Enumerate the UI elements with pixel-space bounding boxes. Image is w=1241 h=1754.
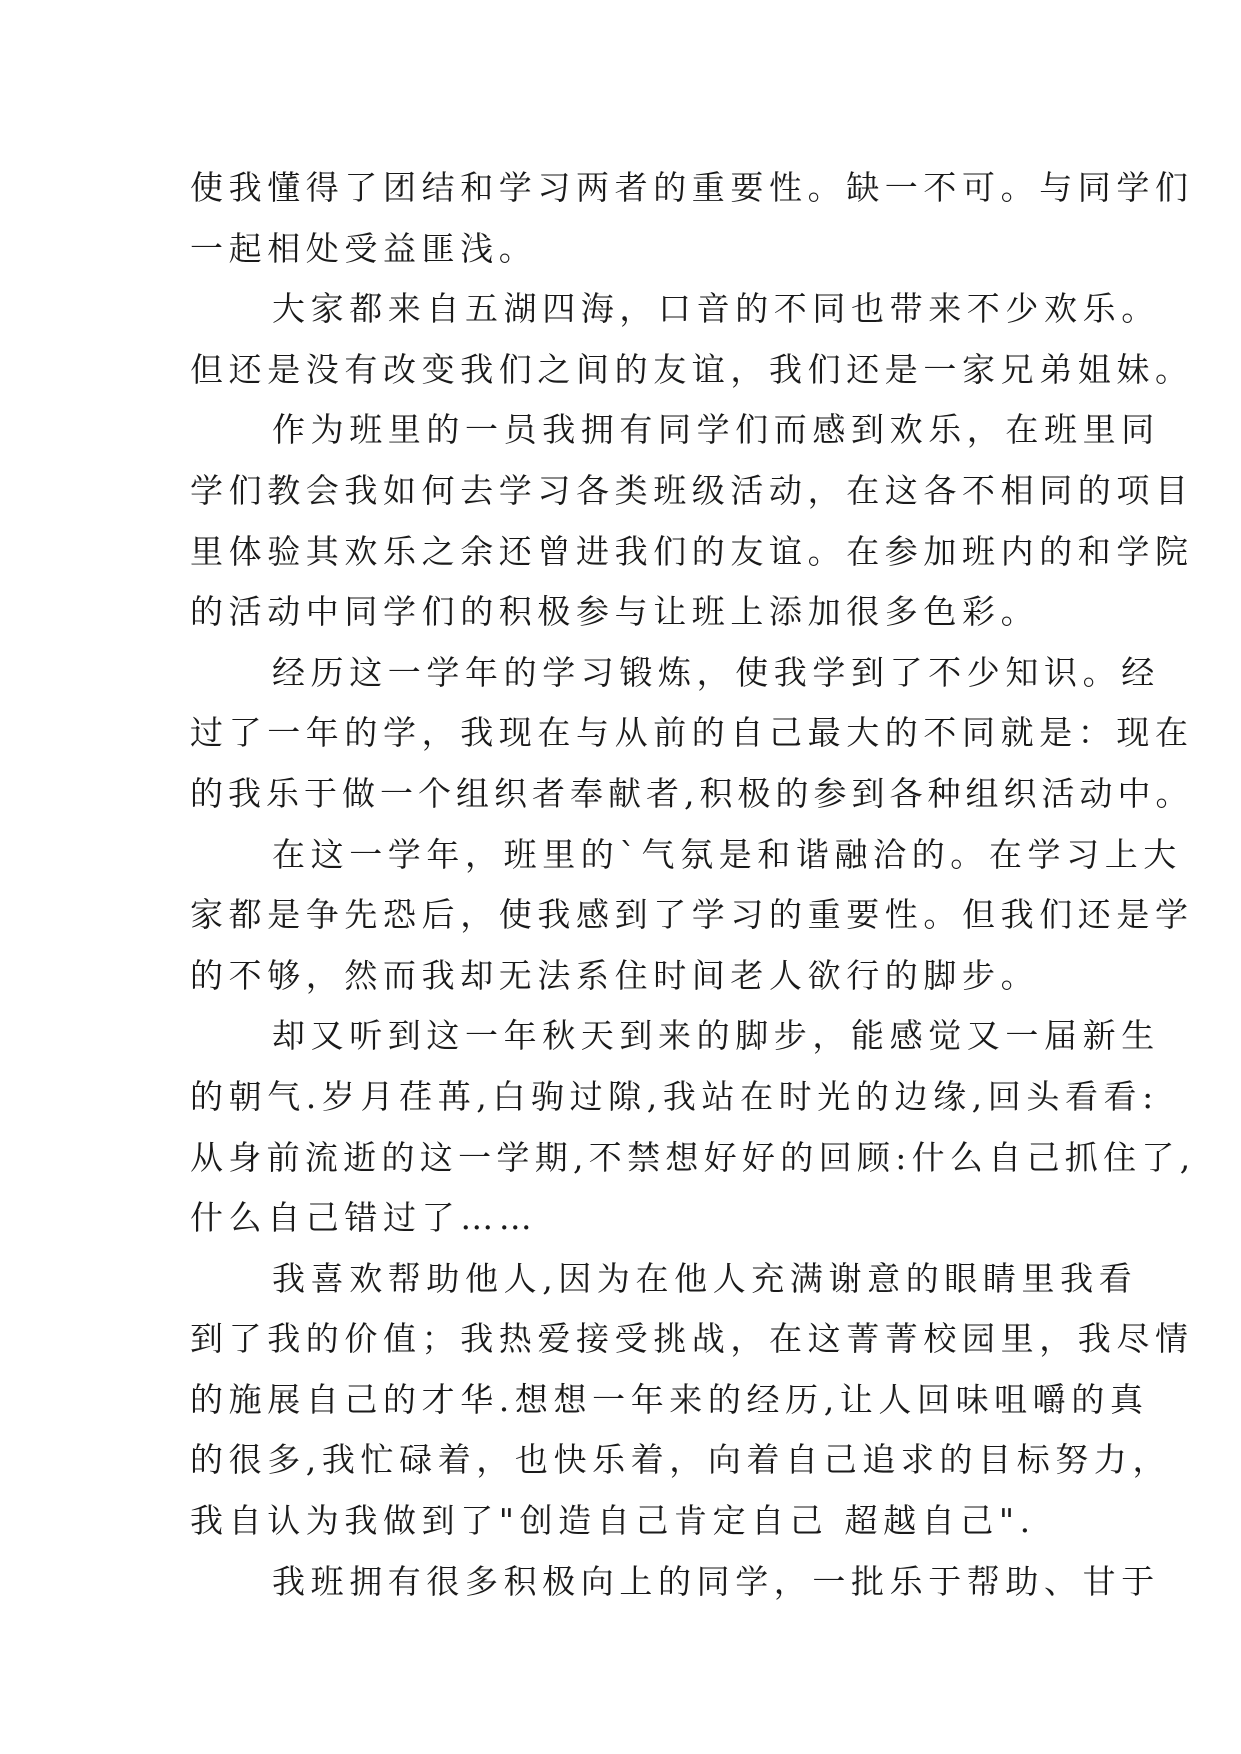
text-line: 我自认为我做到了"创造自己肯定自己 超越自己". xyxy=(190,1501,1036,1541)
paragraph-first-line: 我喜欢帮助他人,因为在他人充满谢意的眼睛里我看 xyxy=(272,1258,1138,1298)
paragraph-first-line: 在这一学年，班里的`气氛是和谐融洽的。在学习上大 xyxy=(272,834,1182,874)
text-line: 家都是争先恐后，使我感到了学习的重要性。但我们还是学 xyxy=(190,895,1194,935)
text-line: 的我乐于做一个组织者奉献者,积极的参到各种组织活动中。 xyxy=(190,773,1194,813)
paragraph-first-line: 经历这一学年的学习锻炼，使我学到了不少知识。经 xyxy=(272,652,1160,692)
text-line: 什么自己错过了…… xyxy=(190,1198,538,1238)
text-line: 使我懂得了团结和学习两者的重要性。缺一不可。与同学们 xyxy=(190,168,1194,207)
paragraph-first-line: 却又听到这一年秋天到来的脚步，能感觉又一届新生 xyxy=(272,1016,1160,1056)
text-line: 到了我的价值；我热爱接受挑战，在这菁菁校园里，我尽情 xyxy=(190,1319,1194,1359)
text-line: 的不够，然而我却无法系住时间老人欲行的脚步。 xyxy=(190,955,1040,995)
text-line: 的活动中同学们的积极参与让班上添加很多色彩。 xyxy=(190,592,1040,632)
paragraph-first-line: 作为班里的一员我拥有同学们而感到欢乐，在班里同 xyxy=(272,410,1160,450)
paragraph-first-line: 我班拥有很多积极向上的同学，一批乐于帮助、甘于 xyxy=(272,1561,1160,1601)
text-line: 一起相处受益匪浅。 xyxy=(190,228,538,268)
text-line: 的朝气.岁月荏苒,白驹过隙,我站在时光的边缘,回头看看: xyxy=(190,1076,1159,1116)
paragraph-first-line: 大家都来自五湖四海，口音的不同也带来不少欢乐。 xyxy=(272,289,1160,329)
text-line: 过了一年的学，我现在与从前的自己最大的不同就是：现在 xyxy=(190,713,1194,753)
text-line: 从身前流逝的这一学期,不禁想好好的回顾:什么自己抓住了, xyxy=(190,1137,1196,1177)
text-line: 但还是没有改变我们之间的友谊，我们还是一家兄弟姐妹。 xyxy=(190,349,1194,389)
text-line: 里体验其欢乐之余还曾进我们的友谊。在参加班内的和学院 xyxy=(190,531,1194,571)
text-line: 学们教会我如何去学习各类班级活动，在这各不相同的项目 xyxy=(190,470,1194,510)
text-line: 的很多,我忙碌着，也快乐着，向着自己追求的目标努力， xyxy=(190,1440,1172,1480)
text-line: 的施展自己的才华.想想一年来的经历,让人回味咀嚼的真 xyxy=(190,1379,1149,1419)
body-text xyxy=(190,158,1196,1612)
